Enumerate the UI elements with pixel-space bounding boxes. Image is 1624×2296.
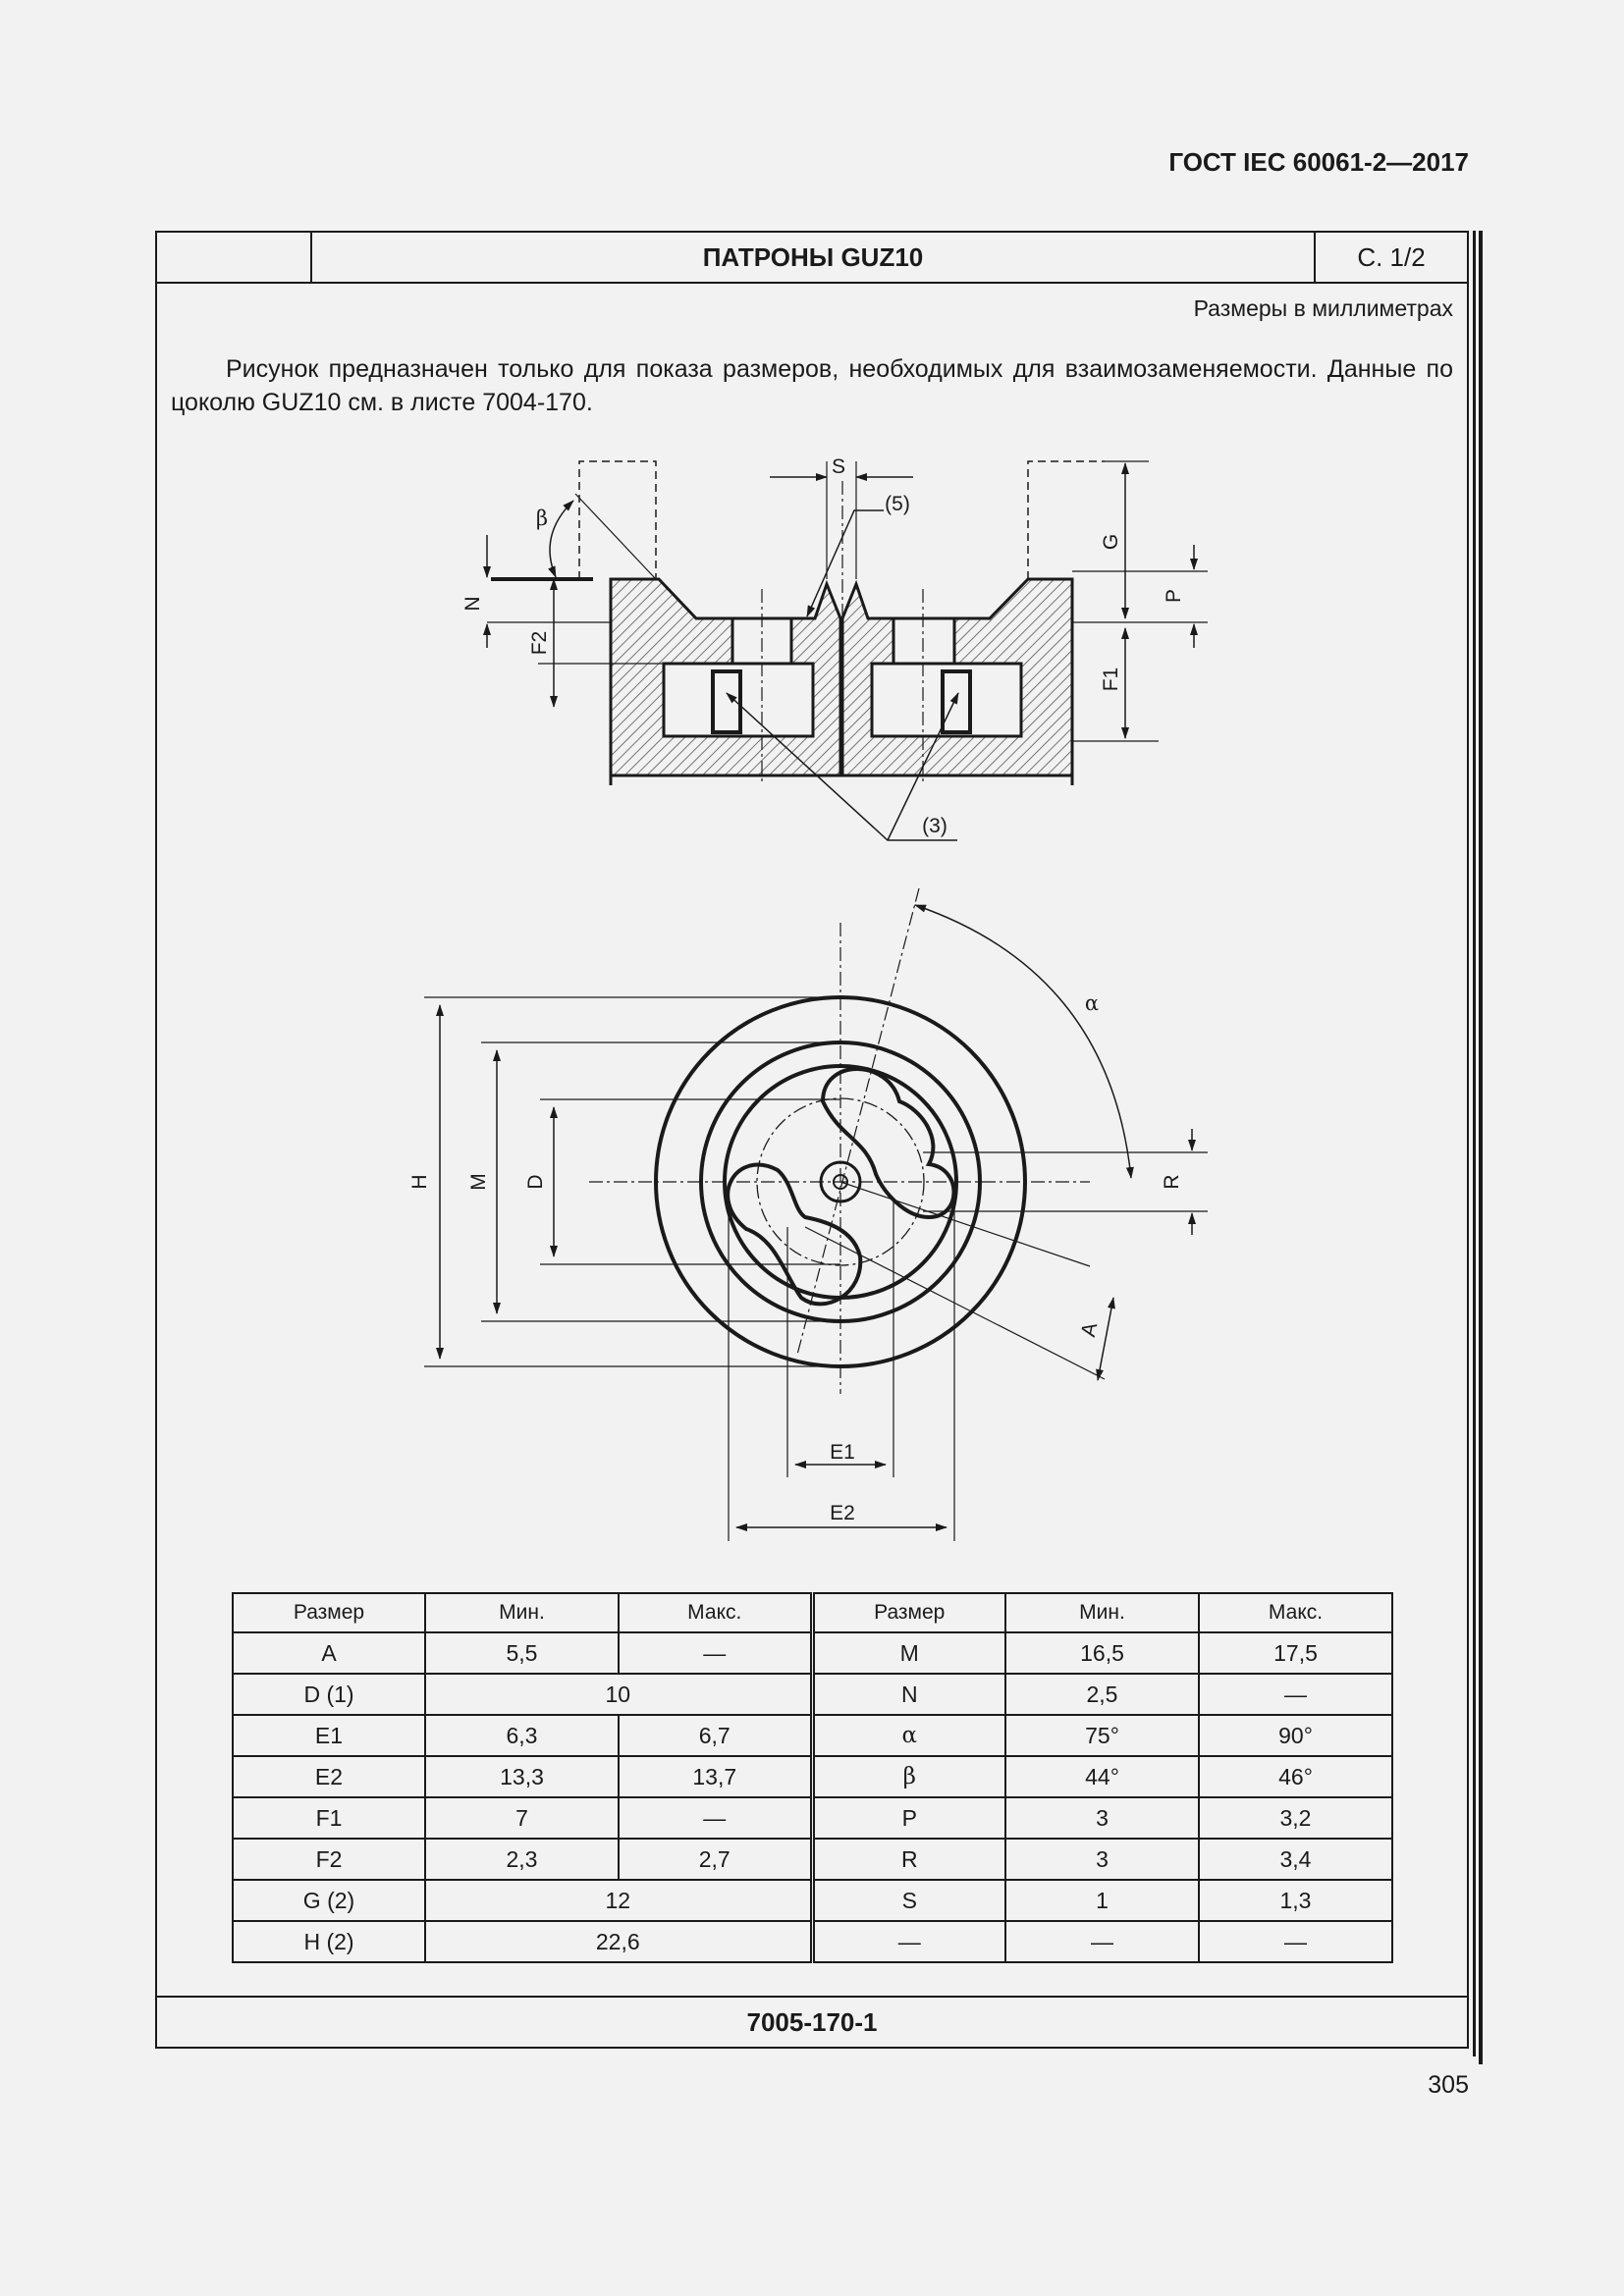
label-beta: β: [535, 507, 549, 530]
table-cell: N: [812, 1674, 1005, 1715]
table-cell: —: [619, 1632, 812, 1674]
label-d: D: [524, 1174, 547, 1190]
units-note: Размеры в миллиметрах: [1193, 295, 1453, 321]
label-f2: F2: [528, 630, 551, 656]
label-n: N: [461, 596, 484, 612]
sheet-footer-code: 7005-170-1: [157, 1996, 1467, 2047]
label-p: P: [1163, 588, 1185, 604]
label-m: M: [467, 1173, 490, 1191]
label-g: G: [1100, 533, 1122, 551]
table-cell: 2,5: [1005, 1674, 1199, 1715]
right-neck: [893, 618, 954, 664]
table-cell: 13,7: [619, 1756, 812, 1797]
table-cell: 46°: [1199, 1756, 1392, 1797]
table-row: [233, 1921, 1392, 1962]
table-cell: 90°: [1199, 1715, 1392, 1756]
dimensions-table: [232, 1592, 1393, 1963]
table-cell: —: [812, 1921, 1005, 1962]
label-e1: E1: [830, 1441, 855, 1464]
table-cell: G (2): [233, 1880, 425, 1921]
table-cell: R: [812, 1839, 1005, 1880]
table-cell: —: [1199, 1674, 1392, 1715]
table-header-cell: Размер: [812, 1593, 1005, 1632]
table-cell: —: [1005, 1921, 1199, 1962]
table-cell: 6,7: [619, 1715, 812, 1756]
label-r: R: [1161, 1174, 1183, 1190]
table-cell: 16,5: [1005, 1632, 1199, 1674]
table-cell: P: [812, 1797, 1005, 1839]
table-cell: D (1): [233, 1674, 425, 1715]
table-cell: 3,2: [1199, 1797, 1392, 1839]
table-row: [233, 1715, 1392, 1756]
table-header-cell: Мин.: [1005, 1593, 1199, 1632]
plan-view: [424, 888, 1208, 1541]
table-cell: 2,3: [425, 1839, 619, 1880]
table-cell: 3: [1005, 1797, 1199, 1839]
table-cell: E1: [233, 1715, 425, 1756]
section-view: [487, 461, 1208, 840]
table-cell: 10: [425, 1674, 812, 1715]
label-alpha: α: [1084, 991, 1100, 1015]
table-row: [233, 1839, 1392, 1880]
table-row: [233, 1632, 1392, 1674]
table-row: [233, 1797, 1392, 1839]
table-cell: 22,6: [425, 1921, 812, 1962]
table-header-cell: Мин.: [425, 1593, 619, 1632]
table-cell: —: [1199, 1921, 1392, 1962]
label-a: A: [1076, 1320, 1103, 1339]
table-row: [233, 1880, 1392, 1921]
label-callout5: (5): [885, 493, 910, 515]
table-cell: 1,3: [1199, 1880, 1392, 1921]
table-cell: E2: [233, 1756, 425, 1797]
label-e2: E2: [830, 1502, 855, 1524]
table-row: [233, 1756, 1392, 1797]
table-cell: 44°: [1005, 1756, 1199, 1797]
table-cell: —: [619, 1797, 812, 1839]
table-cell: β: [812, 1756, 1005, 1797]
standard-number: ГОСТ IEC 60061-2—2017: [1168, 147, 1469, 177]
table-cell: H (2): [233, 1921, 425, 1962]
table-header-cell: Макс.: [1199, 1593, 1392, 1632]
table-cell: M: [812, 1632, 1005, 1674]
table-cell: 7: [425, 1797, 619, 1839]
table-cell: S: [812, 1880, 1005, 1921]
table-cell: 13,3: [425, 1756, 619, 1797]
table-header-cell: Размер: [233, 1593, 425, 1632]
label-h: H: [408, 1174, 431, 1190]
sheet-title: ПАТРОНЫ GUZ10: [312, 233, 1316, 282]
table-row: [233, 1674, 1392, 1715]
table-header-row: [233, 1593, 1392, 1632]
table-header-cell: Макс.: [619, 1593, 812, 1632]
table-cell: 17,5: [1199, 1632, 1392, 1674]
key-slots: [823, 1069, 954, 1217]
description-note: Рисунок предназначен только для показа размеров, необходимых для взаимозаменяемости. Данные по цоколю GUZ10 см. в листе 7004-170.: [171, 355, 1453, 416]
table-cell: A: [233, 1632, 425, 1674]
table-cell: α: [812, 1715, 1005, 1756]
label-f1: F1: [1100, 667, 1122, 692]
table-cell: 2,7: [619, 1839, 812, 1880]
sheet-page: С. 1/2: [1357, 242, 1426, 272]
right-contact: [943, 671, 970, 732]
table-cell: F1: [233, 1797, 425, 1839]
table-cell: 5,5: [425, 1632, 619, 1674]
label-callout3: (3): [922, 815, 947, 837]
table-cell: 3: [1005, 1839, 1199, 1880]
table-cell: 3,4: [1199, 1839, 1392, 1880]
table-cell: 75°: [1005, 1715, 1199, 1756]
table-cell: 6,3: [425, 1715, 619, 1756]
table-cell: F2: [233, 1839, 425, 1880]
page-number: 305: [1428, 2071, 1469, 2099]
label-s: S: [831, 455, 846, 478]
table-cell: 1: [1005, 1880, 1199, 1921]
table-cell: 12: [425, 1880, 812, 1921]
